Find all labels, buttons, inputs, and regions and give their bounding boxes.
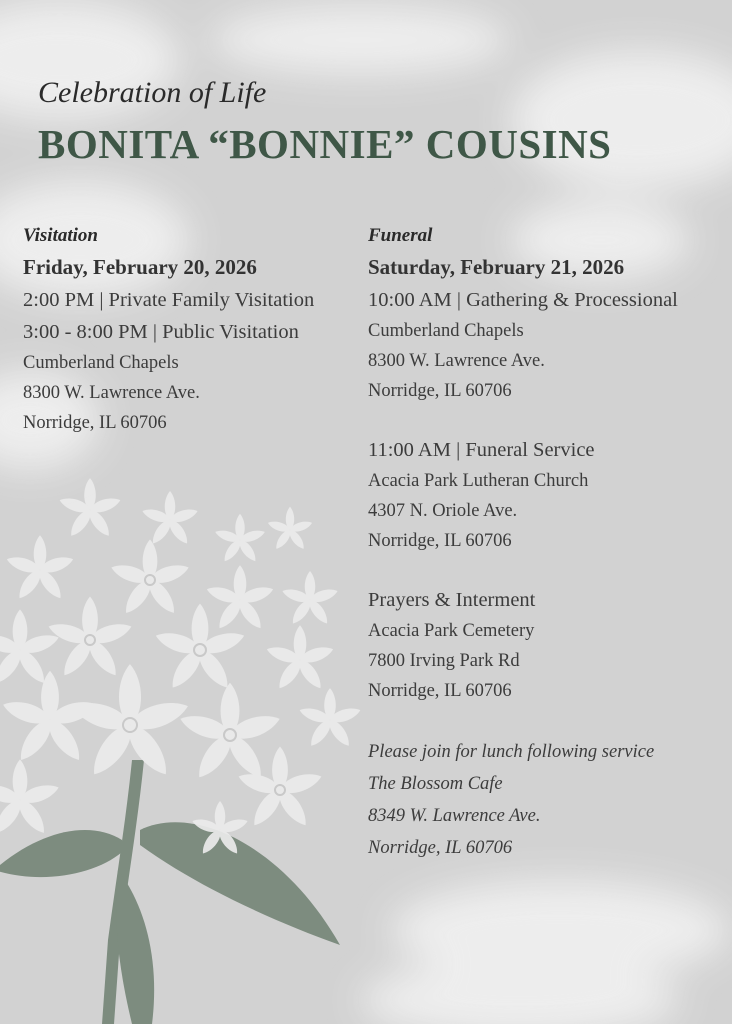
- gathering-city: Norridge, IL 60706: [368, 381, 512, 401]
- visitation-location-name: Cumberland Chapels: [23, 353, 179, 373]
- interment-street: 7800 Irving Park Rd: [368, 651, 520, 671]
- service-street: 4307 N. Oriole Ave.: [368, 501, 518, 521]
- funeral-section: [368, 222, 728, 864]
- visitation-section: [23, 222, 363, 438]
- deceased-name: BONITA “BONNIE” COUSINS: [38, 121, 612, 167]
- visitation-city: Norridge, IL 60706: [23, 413, 167, 433]
- public-visitation-time: 3:00 - 8:00 PM | Public Visitation: [23, 321, 299, 343]
- lunch-street: 8349 W. Lawrence Ave.: [368, 806, 541, 826]
- lunch-city: Norridge, IL 60706: [368, 838, 513, 858]
- interment-location-name: Acacia Park Cemetery: [368, 621, 535, 641]
- interment-city: Norridge, IL 60706: [368, 681, 512, 701]
- service-location-name: Acacia Park Lutheran Church: [368, 471, 589, 491]
- visitation-date: Friday, February 20, 2026: [23, 255, 257, 279]
- interment-title: Prayers & Interment: [368, 589, 536, 611]
- visitation-heading: Visitation: [23, 225, 98, 246]
- subtitle: Celebration of Life: [38, 76, 267, 109]
- lunch-venue: The Blossom Cafe: [368, 774, 503, 794]
- gathering-time: 10:00 AM | Gathering & Processional: [368, 289, 678, 311]
- private-visitation-time: 2:00 PM | Private Family Visitation: [23, 289, 315, 311]
- service-time: 11:00 AM | Funeral Service: [368, 439, 595, 461]
- gathering-street: 8300 W. Lawrence Ave.: [368, 351, 545, 371]
- visitation-street: 8300 W. Lawrence Ave.: [23, 383, 200, 403]
- funeral-heading: Funeral: [368, 225, 433, 246]
- flower-cluster: [0, 478, 362, 856]
- service-city: Norridge, IL 60706: [368, 531, 512, 551]
- lunch-note: Please join for lunch following service: [368, 742, 655, 762]
- funeral-date: Saturday, February 21, 2026: [368, 255, 625, 279]
- gathering-location-name: Cumberland Chapels: [368, 321, 524, 341]
